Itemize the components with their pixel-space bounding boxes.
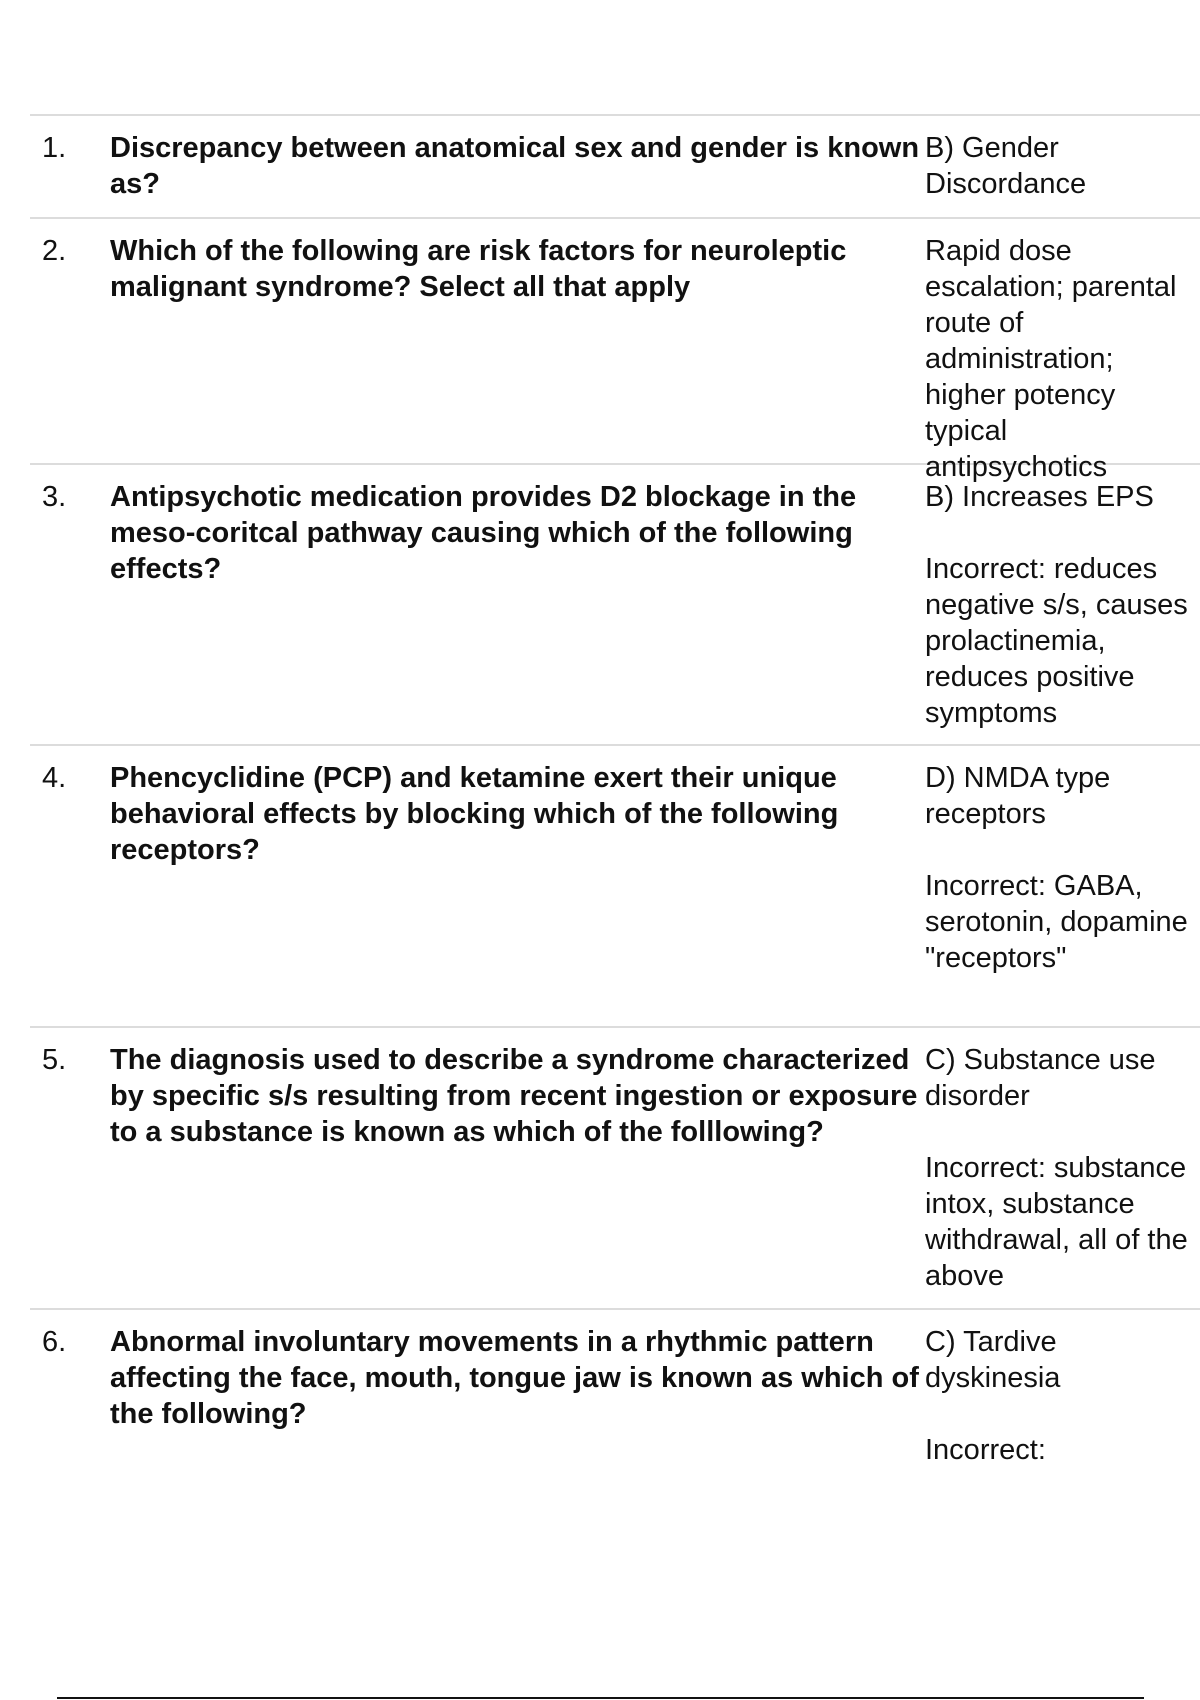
answer-text: C) Substance use disorder	[925, 1044, 1156, 1112]
question-text: Discrepancy between anatomical sex and gender is known as?	[110, 132, 920, 200]
question-text: Antipsychotic medication provides D2 blockage in the meso-coritcal pathway causing which of the following effects?	[110, 481, 857, 585]
question-text: The diagnosis used to describe a syndrome characterized by specific s/s resulting from recent ingestion or exposure to a substance is known as which of the folllowing?	[110, 1044, 918, 1148]
question-text: Abnormal involuntary movements in a rhythmic pattern affecting the face, mouth, tongue jaw is known as which of the following?	[110, 1326, 919, 1430]
qa-row	[30, 116, 1200, 219]
qa-table	[30, 114, 1200, 1530]
question-text: Which of the following are risk factors for neuroleptic malignant syndrome? Select all that apply	[110, 235, 847, 303]
qa-row	[30, 219, 1200, 483]
incorrect-note: Incorrect: reduces negative s/s, causes prolactinemia, reduces positive symptoms	[925, 553, 1188, 729]
incorrect-note: Incorrect:	[925, 1434, 1046, 1466]
answer-text: B) Increases EPS	[925, 481, 1154, 513]
question-number: 2.	[42, 235, 67, 267]
answer-block	[925, 760, 1197, 976]
question-number: 6.	[42, 1326, 67, 1358]
qa-row	[30, 1028, 1200, 1310]
qa-row	[30, 746, 1200, 1028]
answer-block	[925, 479, 1197, 731]
incorrect-note: Incorrect: GABA, serotonin, dopamine "receptors"	[925, 870, 1188, 974]
qa-row	[30, 465, 1200, 746]
question-number: 4.	[42, 762, 67, 794]
answer-text: D) NMDA type receptors	[925, 762, 1111, 830]
answer-text: Rapid dose escalation; parental route of administration; higher potency typical antipsychotics	[925, 235, 1177, 483]
question-number: 1.	[42, 132, 67, 164]
page-bottom-rule	[57, 1697, 1144, 1699]
question-number: 5.	[42, 1044, 67, 1076]
question-number: 3.	[42, 481, 67, 513]
answer-text: C) Tardive dyskinesia	[925, 1326, 1061, 1394]
question-text: Phencyclidine (PCP) and ketamine exert their unique behavioral effects by blocking which of the following receptors?	[110, 762, 839, 866]
qa-row	[30, 1310, 1200, 1530]
answer-text: B) Gender Discordance	[925, 132, 1087, 200]
answer-block	[925, 130, 1197, 202]
answer-block	[925, 233, 1197, 485]
answer-block	[925, 1042, 1197, 1294]
answer-block	[925, 1324, 1197, 1468]
incorrect-note: Incorrect: substance intox, substance withdrawal, all of the above	[925, 1152, 1188, 1292]
